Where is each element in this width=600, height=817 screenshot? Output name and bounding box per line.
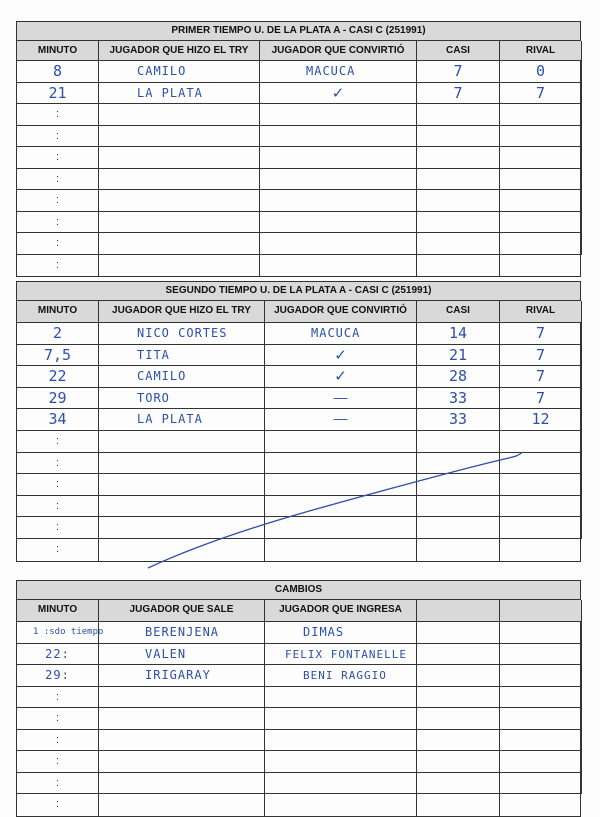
s2-row11-conv — [265, 539, 417, 561]
s2-row5-casi: 33 — [417, 409, 500, 431]
s3-row3-sale: IRIGARAY — [99, 665, 265, 687]
s1-row2-minuto: 21 — [17, 83, 99, 105]
s1-row1-conv: MACUCA — [260, 61, 417, 83]
s3-row9-sale — [99, 794, 265, 816]
s1-row1-minuto: 8 — [17, 61, 99, 83]
s1-row9-conv — [260, 233, 417, 255]
header-casi: CASI — [417, 41, 500, 61]
s2-row10-conv — [265, 517, 417, 539]
s2-row2-rival: 7 — [500, 345, 582, 367]
s3-row6-ingresa — [265, 730, 417, 752]
s3-row3-extra-1 — [417, 665, 500, 687]
s2-row6-rival — [500, 431, 582, 453]
s2-row5-minuto: 34 — [17, 409, 99, 431]
s1-row5-conv — [260, 147, 417, 169]
s1-row5-try — [99, 147, 260, 169]
s3-row1-extra-1 — [417, 622, 500, 644]
s3-row2-extra-2 — [500, 644, 582, 666]
s1-row4-rival — [500, 126, 582, 148]
header-minuto: MINUTO — [17, 41, 99, 61]
s3-row3-extra-2 — [500, 665, 582, 687]
s2-row7-conv — [265, 453, 417, 475]
s2-row8-rival — [500, 474, 582, 496]
header-rival: RIVAL — [500, 301, 582, 323]
s3-row3-minuto: 29: — [17, 665, 99, 687]
s3-row1-ingresa: DIMAS — [265, 622, 417, 644]
s3-row9-extra-2 — [500, 794, 582, 816]
s1-row5-minuto: : — [17, 147, 99, 169]
s2-row3-minuto: 22 — [17, 366, 99, 388]
s2-row7-casi — [417, 453, 500, 475]
s3-row5-extra-1 — [417, 708, 500, 730]
s3-row7-ingresa — [265, 751, 417, 773]
s3-row2-minuto: 22: — [17, 644, 99, 666]
s3-row1-minuto: 1 :sdo tiempo — [17, 622, 99, 644]
s2-row8-conv — [265, 474, 417, 496]
s3-row8-minuto: : — [17, 773, 99, 795]
header-conv: JUGADOR QUE CONVIRTIÓ — [265, 301, 417, 323]
s1-row5-casi — [417, 147, 500, 169]
s3-row9-minuto: : — [17, 794, 99, 816]
s3-row7-extra-2 — [500, 751, 582, 773]
s3-row4-minuto: : — [17, 687, 99, 709]
s2-row11-try — [99, 539, 265, 561]
s1-row6-try — [99, 169, 260, 191]
s2-row1-minuto: 2 — [17, 323, 99, 345]
second-half-table — [16, 281, 581, 562]
header-conv: JUGADOR QUE CONVIRTIÓ — [260, 41, 417, 61]
s2-row9-rival — [500, 496, 582, 518]
header-extra-1 — [417, 600, 500, 622]
s2-row3-try: CAMILO — [99, 366, 265, 388]
s2-row4-rival: 7 — [500, 388, 582, 410]
s1-row9-casi — [417, 233, 500, 255]
s2-row9-try — [99, 496, 265, 518]
s1-row7-rival — [500, 190, 582, 212]
s1-row10-rival — [500, 255, 582, 277]
s3-row7-minuto: : — [17, 751, 99, 773]
s3-row8-ingresa — [265, 773, 417, 795]
s1-row10-minuto: : — [17, 255, 99, 277]
s1-row4-minuto: : — [17, 126, 99, 148]
s2-row11-rival — [500, 539, 582, 561]
s1-row2-try: LA PLATA — [99, 83, 260, 105]
s3-row9-extra-1 — [417, 794, 500, 816]
header-ingresa: JUGADOR QUE INGRESA — [265, 600, 417, 622]
s1-row3-casi — [417, 104, 500, 126]
first-half-table — [16, 21, 581, 277]
s3-row7-sale — [99, 751, 265, 773]
s1-row3-minuto: : — [17, 104, 99, 126]
s1-row4-casi — [417, 126, 500, 148]
s1-row9-rival — [500, 233, 582, 255]
s2-row8-minuto: : — [17, 474, 99, 496]
s1-row9-minuto: : — [17, 233, 99, 255]
s2-row9-minuto: : — [17, 496, 99, 518]
s2-row10-try — [99, 517, 265, 539]
s2-row9-conv — [265, 496, 417, 518]
s3-row5-minuto: : — [17, 708, 99, 730]
header-extra-2 — [500, 600, 582, 622]
s1-row2-conv: ✓ — [260, 83, 417, 105]
s2-row2-minuto: 7,5 — [17, 345, 99, 367]
s1-row6-conv — [260, 169, 417, 191]
s3-row8-sale — [99, 773, 265, 795]
s1-row5-rival — [500, 147, 582, 169]
s2-row4-casi: 33 — [417, 388, 500, 410]
s2-row1-casi: 14 — [417, 323, 500, 345]
s2-row10-minuto: : — [17, 517, 99, 539]
s1-row4-conv — [260, 126, 417, 148]
s2-row8-casi — [417, 474, 500, 496]
s2-row6-conv — [265, 431, 417, 453]
s1-row10-conv — [260, 255, 417, 277]
s1-row7-casi — [417, 190, 500, 212]
header-rival: RIVAL — [500, 41, 582, 61]
header-minuto: MINUTO — [17, 301, 99, 323]
header-try: JUGADOR QUE HIZO EL TRY — [99, 301, 265, 323]
s1-row10-try — [99, 255, 260, 277]
substitutions-title: CAMBIOS — [17, 581, 580, 600]
s1-row3-try — [99, 104, 260, 126]
s1-row7-try — [99, 190, 260, 212]
s1-row1-try: CAMILO — [99, 61, 260, 83]
s3-row8-extra-2 — [500, 773, 582, 795]
s2-row2-try: TITA — [99, 345, 265, 367]
s3-row6-extra-1 — [417, 730, 500, 752]
s1-row8-minuto: : — [17, 212, 99, 234]
s2-row5-rival: 12 — [500, 409, 582, 431]
s1-row7-conv — [260, 190, 417, 212]
s3-row9-ingresa — [265, 794, 417, 816]
s2-row3-rival: 7 — [500, 366, 582, 388]
s3-row5-sale — [99, 708, 265, 730]
s1-row8-rival — [500, 212, 582, 234]
s2-row4-try: TORO — [99, 388, 265, 410]
s1-row6-minuto: : — [17, 169, 99, 191]
s2-row6-try — [99, 431, 265, 453]
s3-row6-minuto: : — [17, 730, 99, 752]
s1-row2-rival: 7 — [500, 83, 582, 105]
s1-row2-casi: 7 — [417, 83, 500, 105]
s1-row9-try — [99, 233, 260, 255]
s3-row5-ingresa — [265, 708, 417, 730]
s2-row11-minuto: : — [17, 539, 99, 561]
s2-row10-rival — [500, 517, 582, 539]
s2-row7-rival — [500, 453, 582, 475]
s3-row4-extra-1 — [417, 687, 500, 709]
s2-row9-casi — [417, 496, 500, 518]
s3-row1-extra-2 — [500, 622, 582, 644]
s1-row1-rival: 0 — [500, 61, 582, 83]
s2-row3-casi: 28 — [417, 366, 500, 388]
s2-row6-minuto: : — [17, 431, 99, 453]
s2-row5-try: LA PLATA — [99, 409, 265, 431]
second-half-title: SEGUNDO TIEMPO U. DE LA PLATA A - CASI C (251991) — [17, 282, 580, 301]
s1-row8-casi — [417, 212, 500, 234]
s1-row3-rival — [500, 104, 582, 126]
s2-row2-casi: 21 — [417, 345, 500, 367]
header-try: JUGADOR QUE HIZO EL TRY — [99, 41, 260, 61]
s3-row7-extra-1 — [417, 751, 500, 773]
s3-row6-sale — [99, 730, 265, 752]
s1-row3-conv — [260, 104, 417, 126]
s2-row1-try: NICO CORTES — [99, 323, 265, 345]
s3-row2-sale: VALEN — [99, 644, 265, 666]
s1-row6-casi — [417, 169, 500, 191]
s2-row8-try — [99, 474, 265, 496]
s1-row4-try — [99, 126, 260, 148]
first-half-title: PRIMER TIEMPO U. DE LA PLATA A - CASI C (251991) — [17, 22, 580, 41]
s3-row8-extra-1 — [417, 773, 500, 795]
s2-row11-casi — [417, 539, 500, 561]
s3-row5-extra-2 — [500, 708, 582, 730]
s3-row4-sale — [99, 687, 265, 709]
header-minuto: MINUTO — [17, 600, 99, 622]
s1-row6-rival — [500, 169, 582, 191]
s2-row7-minuto: : — [17, 453, 99, 475]
s2-row5-conv: — — [265, 409, 417, 431]
s2-row6-casi — [417, 431, 500, 453]
s3-row3-ingresa: BENI RAGGIO — [265, 665, 417, 687]
s3-row2-extra-1 — [417, 644, 500, 666]
s1-row1-casi: 7 — [417, 61, 500, 83]
s1-row8-try — [99, 212, 260, 234]
s2-row4-minuto: 29 — [17, 388, 99, 410]
s3-row4-extra-2 — [500, 687, 582, 709]
s2-row7-try — [99, 453, 265, 475]
s3-row6-extra-2 — [500, 730, 582, 752]
s1-row7-minuto: : — [17, 190, 99, 212]
s2-row3-conv: ✓ — [265, 366, 417, 388]
s3-row1-sale: BERENJENA — [99, 622, 265, 644]
header-casi: CASI — [417, 301, 500, 323]
s2-row2-conv: ✓ — [265, 345, 417, 367]
s1-row10-casi — [417, 255, 500, 277]
substitutions-table — [16, 580, 581, 817]
s2-row4-conv: — — [265, 388, 417, 410]
s3-row2-ingresa: FELIX FONTANELLE — [265, 644, 417, 666]
header-sale: JUGADOR QUE SALE — [99, 600, 265, 622]
s3-row4-ingresa — [265, 687, 417, 709]
s1-row8-conv — [260, 212, 417, 234]
s2-row1-conv: MACUCA — [265, 323, 417, 345]
s2-row1-rival: 7 — [500, 323, 582, 345]
s2-row10-casi — [417, 517, 500, 539]
